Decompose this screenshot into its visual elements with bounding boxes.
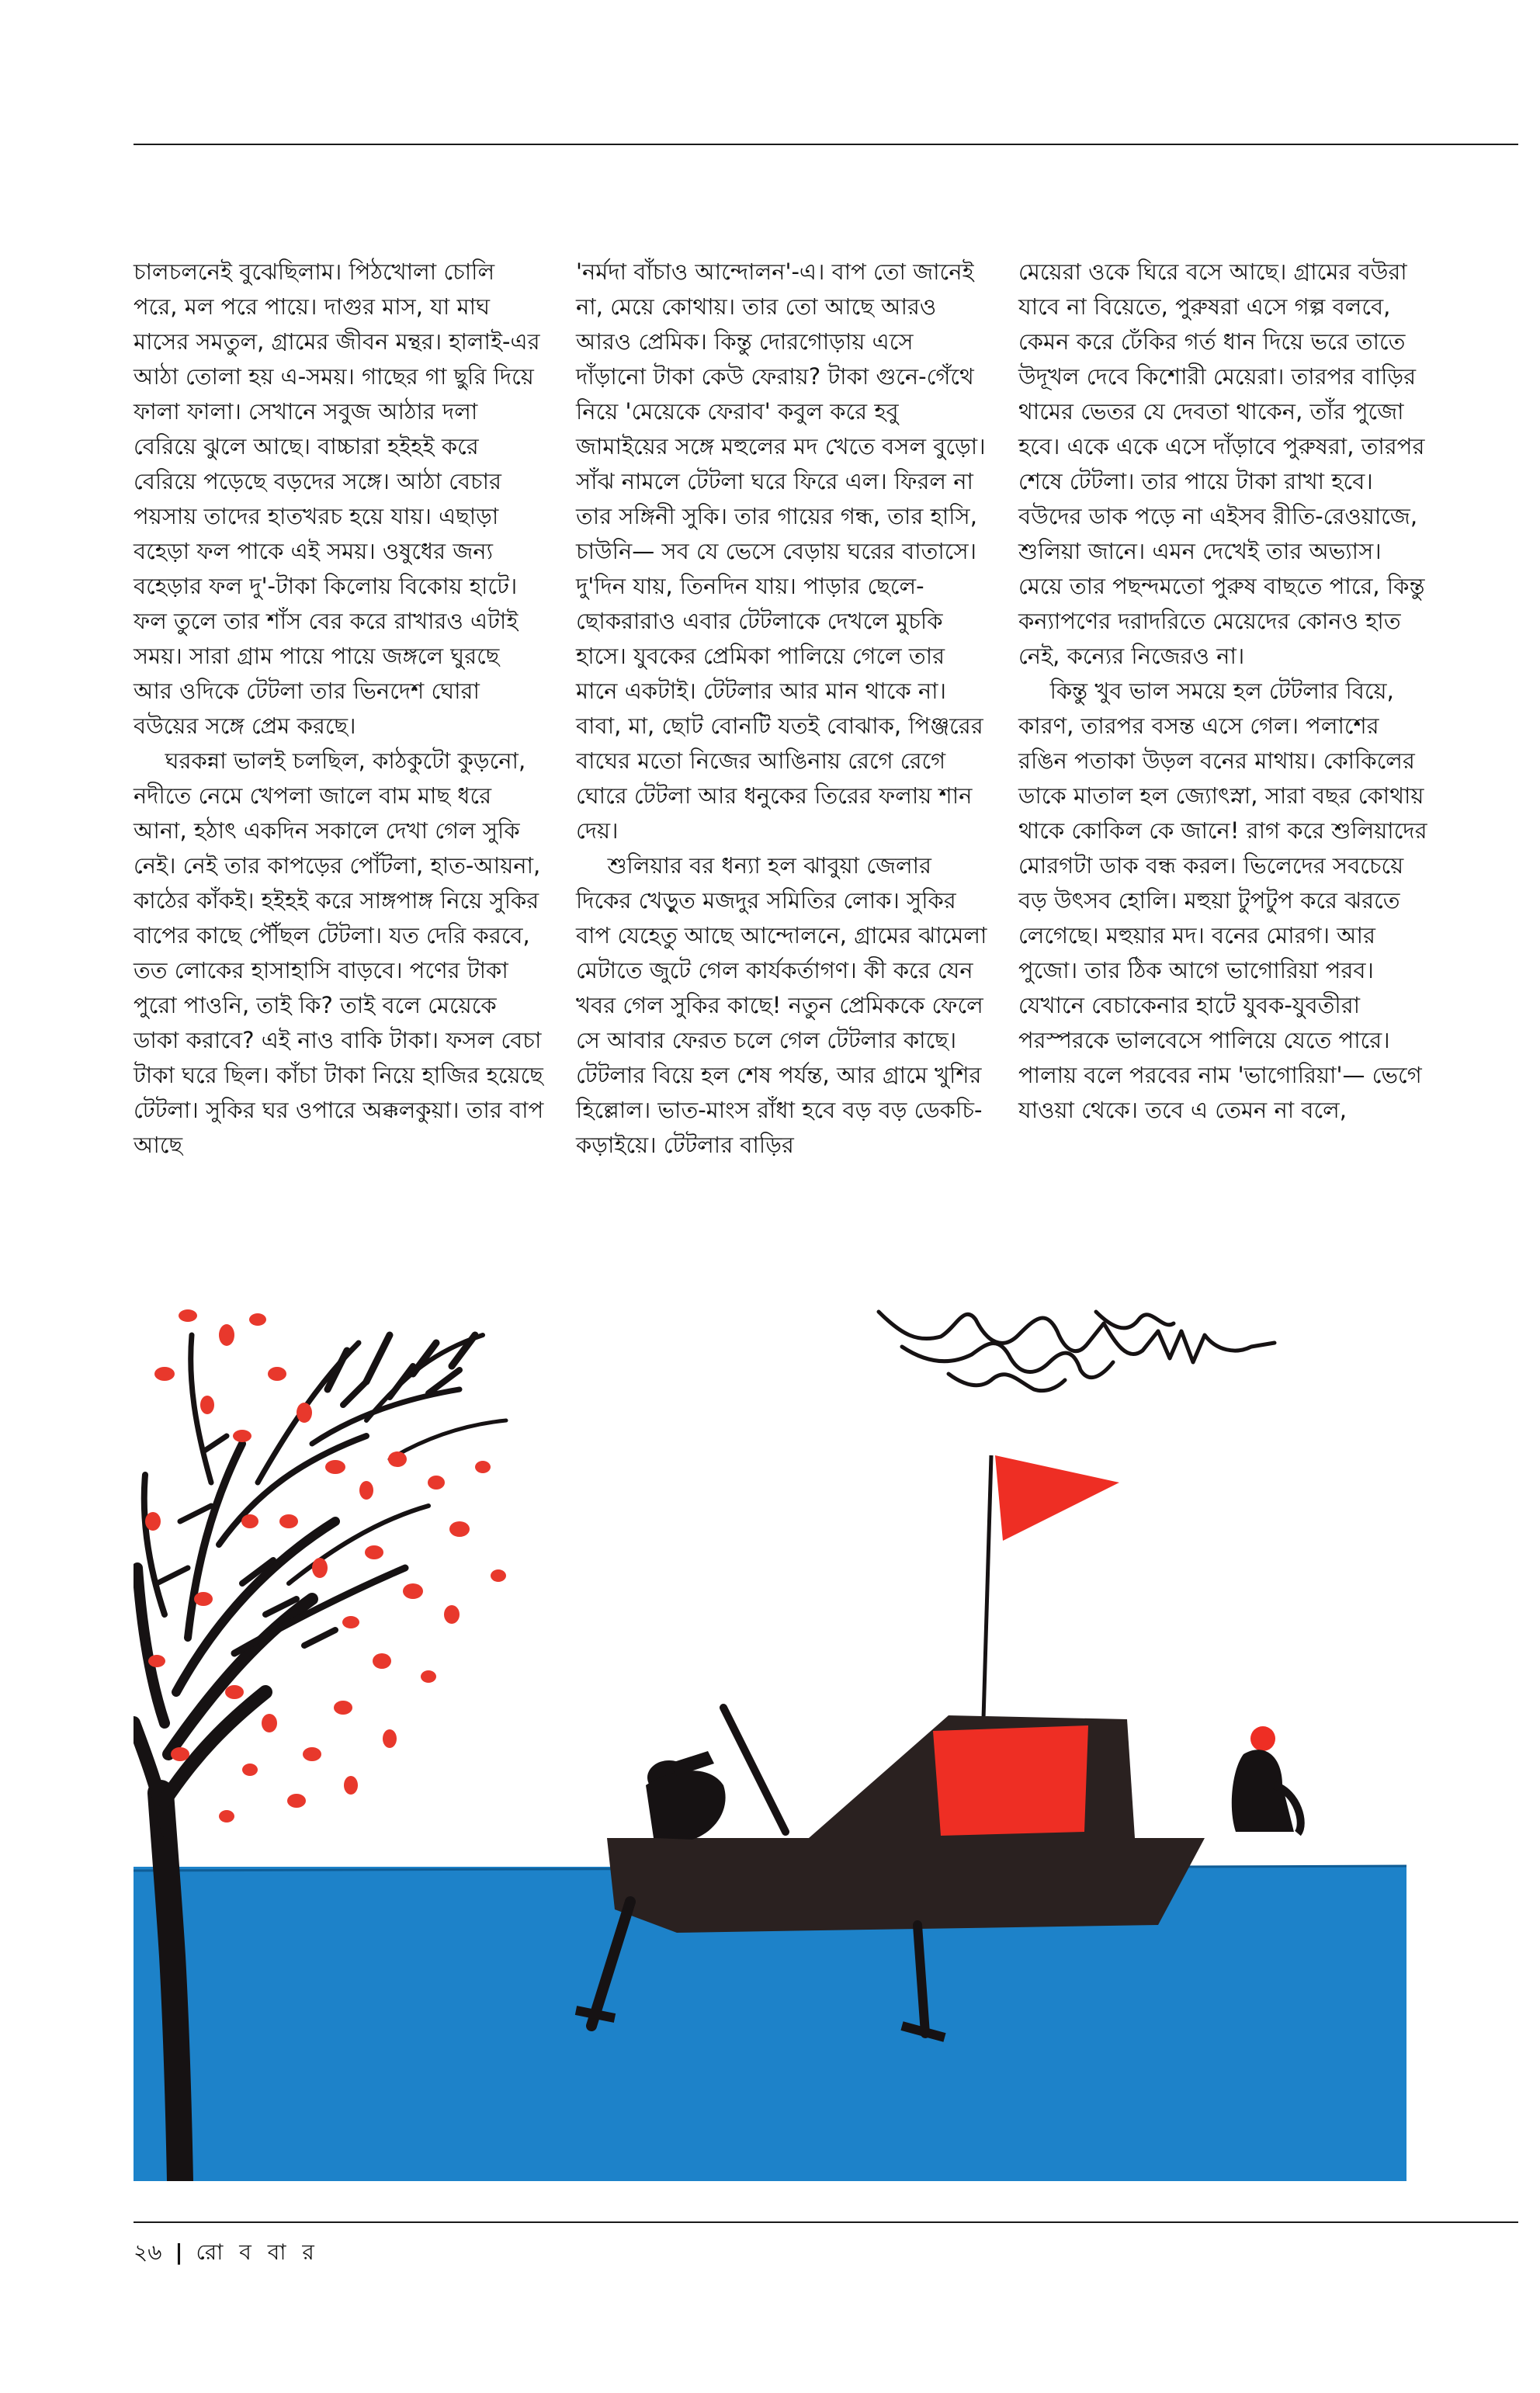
footer-separator: | (175, 2239, 183, 2265)
top-rule (134, 144, 1518, 145)
red-flag (995, 1455, 1119, 1541)
seated-figure (1232, 1726, 1301, 1833)
cloud-scribble (879, 1312, 1275, 1391)
paragraph: কিন্তু খুব ভাল সময়ে হল টেটলার বিয়ে, কারণ, তারপর বসন্ত এসে গেল। পলাশের রঙিন পতাকা উড়ল বনের মাথায়। কোকিলের ডাকে মাতাল হল জ্যোৎস্না, সারা বছর কোথায় থাকে কোকিল কে জানে! রাগ করে শুলিয়াদের মোরগটা ডাক বন্ধ করল। ভিলেদের সবচেয়ে বড় উৎসব হোলি। মহুয়া টুপটুপ করে ঝরতে লেগেছে। মহুয়ার মদ। বনের মোরগ। আর পুজো। তার ঠিক আগে ভাগোরিয়া পরব। যেখানে বেচাকেনার হাটে যুবক-যুবতীরা পরস্পরকে ভালবেসে পালিয়ে যেতে পারে। পালায় বলে পরবের নাম 'ভাগোরিয়া'— ভেগে যাওয়া থেকে। তবে এ তেমন না বলে, (1018, 678, 1427, 1123)
article-column-1 (134, 255, 545, 1163)
magazine-name: রো ব বা র (196, 2239, 319, 2265)
paragraph: শুলিয়ার বর ধন্যা হল ঝাবুয়া জেলার দিকের খেড়ুত মজদুর সমিতির লোক। সুকির বাপ যেহেতু আছে আন্দোলনে, গ্রামের ঝামেলা মেটাতে জুটে গেল কার্যকর্তাগণ। কী করে যেন খবর গেল সুকির কাছে! নতুন প্রেমিককে ফেলে সে আবার ফেরত চলে গেল টেটলার কাছে। টেটলার বিয়ে হল শেষ পর্যন্ত, আর গ্রামে খুশির হিল্লোল। ভাত-মাংস রাঁধা হবে বড় বড় ডেকচি-কড়াইয়ে। টেটলার বাড়ির (576, 852, 987, 1158)
article-column-3 (1018, 255, 1430, 1128)
page-number: ২৬ (134, 2239, 162, 2265)
paragraph: ঘরকন্না ভালই চলছিল, কাঠকুটো কুড়নো, নদীতে নেমে খেপলা জালে বাম মাছ ধরে আনা, হঠাৎ একদিন সকালে দেখা গেল সুকি নেই। নেই তার কাপড়ের পোঁটলা, হাত-আয়না, কাঠের কাঁকই। হইহই করে সাঙ্গপাঙ্গ নিয়ে সুকির বাপের কাছে পৌঁছল টেটলা। যত দেরি করবে, তত লোকের হাসাহাসি বাড়বে। পণের টাকা পুরো পাওনি, তাই কি? তাই বলে মেয়েকে ডাকা করাবে? এই নাও বাকি টাকা। ফসল বেচা টাকা ঘরে ছিল। কাঁচা টাকা নিয়ে হাজির হয়েছে টেটলা। সুকির ঘর ওপারে অক্কলকুয়া। তার বাপ আছে (134, 747, 544, 1158)
bottom-rule (134, 2221, 1518, 2223)
paragraph: মেয়েরা ওকে ঘিরে বসে আছে। গ্রামের বউরা যাবে না বিয়েতে, পুরুষরা এসে গল্প বলবে, কেমন করে ঢেঁকির গর্ত ধান দিয়ে ভরে তাতে উদূখল দেবে কিশোরী মেয়েরা। তারপর বাড়ির থামের ভেতর যে দেবতা থাকেন, তাঁর পুজো হবে। একে একে এসে দাঁড়াবে পুরুষরা, তারপর শেষে টেটলা। তার পায়ে টাকা রাখা হবে। বউদের ডাক পড়ে না এইসব রীতি-রেওয়াজে, শুলিয়া জানে। এমন দেখেই তার অভ্যাস। মেয়ে তার পছন্দমতো পুরুষ বাছতে পারে, কিন্তু কন্যাপণের দরাদরিতে মেয়েদের কোনও হাত নেই, কন্যের নিজেরও না। (1018, 258, 1425, 669)
page-footer (134, 2235, 319, 2272)
paragraph: চালচলনেই বুঝেছিলাম। পিঠখোলা চোলি পরে, মল পরে পায়ে। দাগুর মাস, যা মাঘ মাসের সমতুল, গ্রামের জীবন মন্থর। হালাই-এর আঠা তোলা হয় এ-সময়। গাছের গা ছুরি দিয়ে ফালা ফালা। সেখানে সবুজ আঠার দলা বেরিয়ে ঝুলে আছে। বাচ্চারা হইহই করে বেরিয়ে পড়েছে বড়দের সঙ্গে। আঠা বেচার পয়সায় তাদের হাতখরচ হয়ে যায়। এছাড়া বহেড়া ফল পাকে এই সময়। ওষুধের জন্য বহেড়ার ফল দু'-টাকা কিলোয় বিকোয় হাটে। ফল তুলে তার শাঁস বের করে রাখারও এটাই সময়। সারা গ্রাম পায়ে পায়ে জঙ্গলে ঘুরছে আর ওদিকে টেটলা তার ভিনদেশ ঘোরা বউয়ের সঙ্গে প্রেম করছে। (134, 258, 540, 739)
illustration-canvas (134, 1288, 1406, 2181)
boat-river-illustration (134, 1288, 1406, 2181)
article-column-2 (576, 255, 987, 1163)
rower-figure (646, 1751, 726, 1840)
paragraph: 'নর্মদা বাঁচাও আন্দোলন'-এ। বাপ তো জানেই না, মেয়ে কোথায়। তার তো আছে আরও আরও প্রেমিক। কিন্তু দোরগোড়ায় এসে দাঁড়ানো টাকা কেউ ফেরায়? টাকা গুনে-গেঁথে নিয়ে 'মেয়েকে ফেরাব' কবুল করে হবু জামাইয়ের সঙ্গে মহুলের মদ খেতে বসল বুড়ো। সাঁঝ নামলে টেটলা ঘরে ফিরে এল। ফিরল না তার সঙ্গিনী সুকি। তার গায়ের গন্ধ, তার হাসি, চাউনি— সব যে ভেসে বেড়ায় ঘরের বাতাসে। দু'দিন যায়, তিনদিন যায়। পাড়ার ছেলে-ছোকরারাও এবার টেটলাকে দেখলে মুচকি হাসে। যুবকের প্রেমিকা পালিয়ে গেলে তার মানে একটাই। টেটলার আর মান থাকে না। বাবা, মা, ছোট বোনটি যতই বোঝাক, পিঞ্জরের বাঘের মতো নিজের আঙিনায় রেগে রেগে ঘোরে টেটলা আর ধনুকের তিরের ফলায় শান দেয়। (576, 258, 986, 844)
boat-red-panel (933, 1725, 1088, 1836)
flag-pole (983, 1455, 991, 1719)
